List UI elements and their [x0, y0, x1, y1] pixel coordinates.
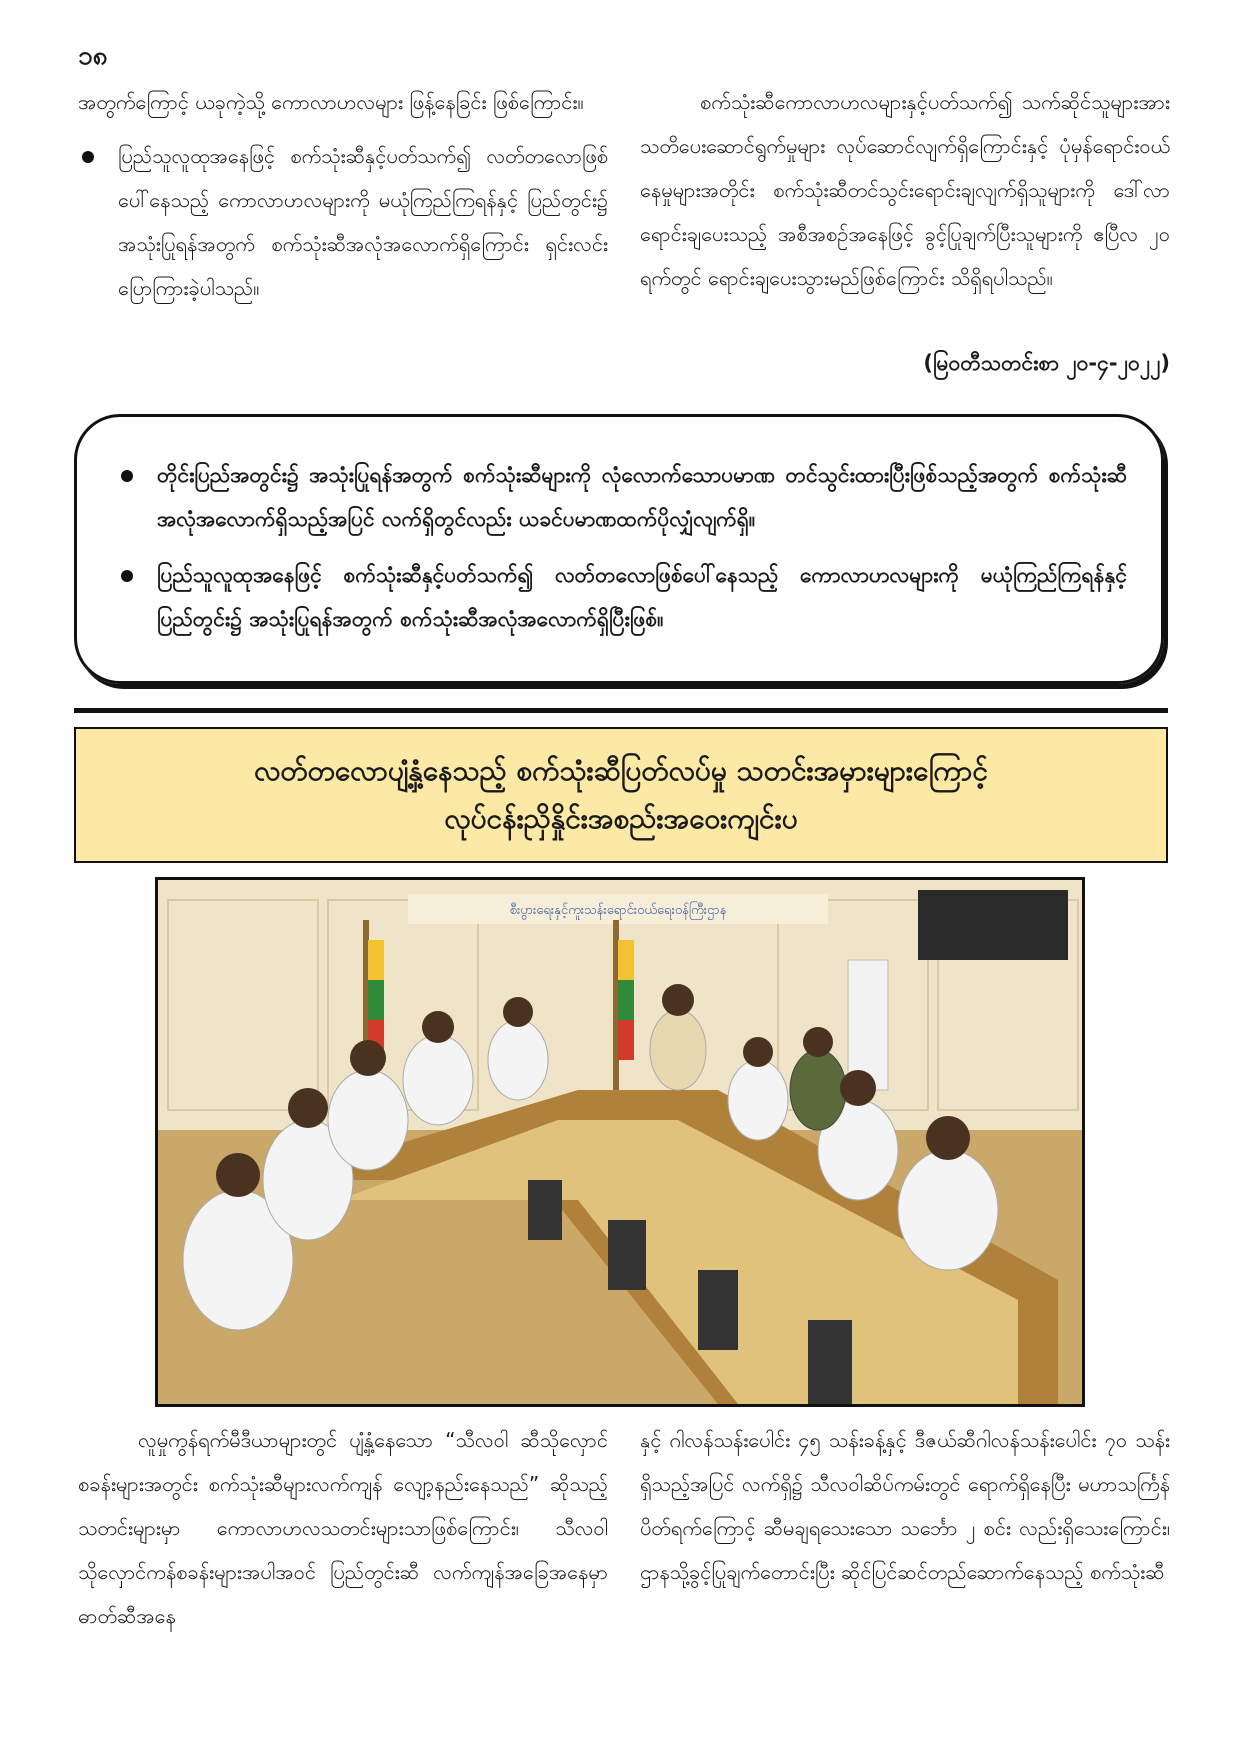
headline-line-2: လုပ်ငန်းညှိနှိုင်းအစည်းအဝေးကျင်းပ: [444, 802, 798, 835]
body-paragraph: နှင့် ဂါလန်သန်းပေါင်း ၄၅ သန်းခန့်နှင့် ဒီဇယ်ဆီဂါလန်သန်းပေါင်း ၇၀ သန်းရှိသည့်အပြင် လက်ရှိ၌ သီလဝါဆိပ်ကမ်းတွင် ရောက်ရှိနေပြီး မဟာသင်္ကြန်ပိတ်ရက်ကြောင့် ဆီမချရသေးသော သင်္ဘော ၂ စင်း လည်းရှိသေးကြောင်း၊ ဌာနသို့ခွင့်ပြုချက်တောင်းပြီး ဆိုင်ပြင်ဆင်တည်ဆောက်နေသည့် စက်သုံးဆီ: [640, 1428, 1170, 1584]
right-column-top: [640, 80, 1170, 300]
headline-line-1: လတ်တလောပျံ့နှံ့နေသည့် စက်သုံးဆီပြတ်လပ်မှု သတင်းအမှားများကြောင့်: [254, 754, 988, 787]
meeting-photo: [155, 877, 1085, 1407]
bullet-text: ပြည်သူလူထုအနေဖြင့် စက်သုံးဆီနှင့်ပတ်သက်၍ လတ်တလောဖြစ်ပေါ်နေသည့် ကောလာဟလများကို မယုံကြည်ကြရန်နှင့် ပြည်တွင်း၌ အသုံးပြုရန်အတွက် စက်သုံးဆီအလုံအလောက်ရှိကြောင်း ရှင်းလင်းပြောကြားခဲ့ပါသည်။: [118, 144, 608, 300]
bullet-paragraph: [78, 134, 608, 310]
banner-text: စီးပွားရေးနှင့်ကူးသန်းရောင်းဝယ်ရေးဝန်ကြီးဌာန: [509, 903, 727, 918]
summary-item: [111, 553, 1127, 641]
body-paragraph: လူမှုကွန်ရက်မီဒီယာများတွင် ပျံ့နှံ့နေသော “သီလဝါ ဆီသိုလှောင်စခန်းများအတွင်း စက်သုံးဆီများလက်ကျန် လျော့နည်းနေသည်” ဆိုသည့် သတင်းများမှာ ကောလာဟလသတင်းများသာဖြစ်ကြောင်း၊ သီလဝါသိုလှောင်ကန်စခန်းများအပါအဝင် ပြည်တွင်းဆီ လက်ကျန်အခြေအနေမှာ ဓာတ်ဆီအနေ: [78, 1428, 608, 1628]
summary-box: [74, 414, 1164, 684]
section-divider: [74, 708, 1168, 713]
summary-item-text: ပြည်သူလူထုအနေဖြင့် စက်သုံးဆီနှင့်ပတ်သက်၍ လတ်တလောဖြစ်ပေါ်နေသည့် ကောလာဟလများကို မယုံကြည်ကြရန်နှင့် ပြည်တွင်း၌ အသုံးပြုရန်အတွက် စက်သုံးဆီအလုံအလောက်ရှိပြီးဖြစ်။: [157, 563, 1127, 631]
summary-item: [111, 453, 1127, 541]
bullet-icon: [121, 470, 133, 482]
source-citation: (မြဝတီသတင်းစာ ၂၀-၄-၂၀၂၂): [923, 351, 1170, 375]
bullet-icon: [121, 570, 133, 582]
headline-box: [74, 727, 1168, 863]
left-column-bottom: [78, 1418, 608, 1638]
page-number: ၁၈: [78, 41, 108, 71]
left-column-top: [78, 80, 608, 310]
continuation-paragraph: အတွက်ကြောင့် ယခုကဲ့သို့ ကောလာဟလများ ဖြန့်နေခြင်း ဖြစ်ကြောင်း။: [78, 90, 584, 114]
bullet-icon: [82, 151, 94, 163]
summary-item-text: တိုင်းပြည်အတွင်း၌ အသုံးပြုရန်အတွက် စက်သုံးဆီများကို လုံလောက်သောပမာဏ တင်သွင်းထားပြီးဖြစ်သည့်အတွက် စက်သုံးဆီအလုံအလောက်ရှိသည့်အပြင် လက်ရှိတွင်လည်း ယခင်ပမာဏထက်ပိုလျှံလျက်ရှိ။: [157, 463, 1127, 531]
right-column-bottom: [640, 1418, 1170, 1594]
right-paragraph: စက်သုံးဆီကောလာဟလများနှင့်ပတ်သက်၍ သက်ဆိုင်သူများအား သတိပေးဆောင်ရွက်မှုများ လုပ်ဆောင်လျက်ရှိကြောင်းနှင့် ပုံမှန်ရောင်းဝယ်နေမှုများအတိုင်း စက်သုံးဆီတင်သွင်းရောင်းချလျက်ရှိသူများကို ဒေါ်လာရောင်းချပေးသည့် အစီအစဉ်အနေဖြင့် ခွင့်ပြုချက်ပြီးသူများကို ဧပြီလ ၂၀ ရက်တွင် ရောင်းချပေးသွားမည်ဖြစ်ကြောင်း သိရှိရပါသည်။: [640, 90, 1170, 290]
